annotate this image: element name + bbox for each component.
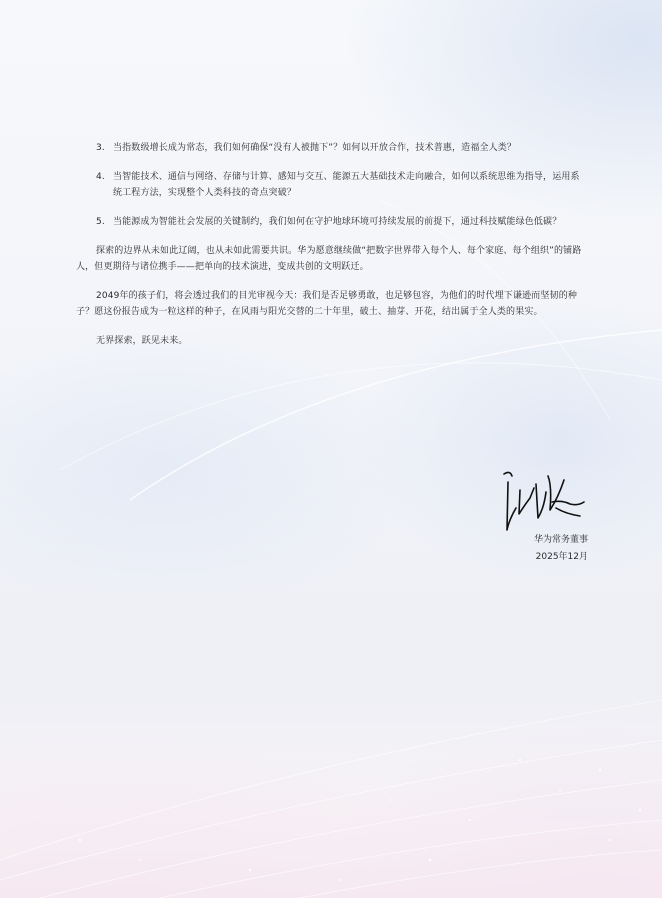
list-item-text: 当指数级增长成为常态，我们如何确保“没有人被抛下”？如何以开放合作，技术普惠，造福全人类？ (113, 143, 517, 153)
letter-body (76, 140, 588, 362)
list-item (76, 214, 588, 230)
list-item (76, 169, 588, 201)
list-item-number: 5. (96, 217, 105, 227)
list-item-number: 4. (96, 172, 105, 182)
signature-date: 2025年12月 (535, 552, 588, 562)
list-item-text: 当智能技术、通信与网络、存储与计算、感知与交互、能源五大基础技术走向融合，如何以系统思维为指导，运用系统工程方法，实现整个人类科技的奇点突破？ (113, 172, 580, 198)
list-item-text: 当能源成为智能社会发展的关键制约，我们如何在守护地球环境可持续发展的前提下，通过科技赋能绿色低碳？ (113, 217, 562, 227)
signer-title: 华为常务董事 (533, 535, 588, 545)
paragraph: 探索的边界从未如此辽阔，也从未如此需要共识。华为愿意继续做“把数字世界带入每个人、每个家庭、每个组织”的铺路人，但更期待与诸位携手——把单向的技术演进，变成共创的文明跃迁。 (76, 246, 582, 272)
list-item (76, 140, 588, 156)
handwritten-signature (496, 462, 590, 534)
paragraph: 2049年的孩子们，将会透过我们的目光审视今天：我们是否足够勇敢，也足够包容，为他们的时代埋下谦逊而坚韧的种子？愿这份报告成为一粒这样的种子，在风雨与阳光交替的二十年里，破土、抽芽、开花，结出属于全人类的果实。 (76, 291, 578, 317)
closing-line: 无界探索，跃见未来。 (96, 336, 188, 346)
signature-block (496, 462, 592, 572)
list-item-number: 3. (96, 143, 105, 153)
